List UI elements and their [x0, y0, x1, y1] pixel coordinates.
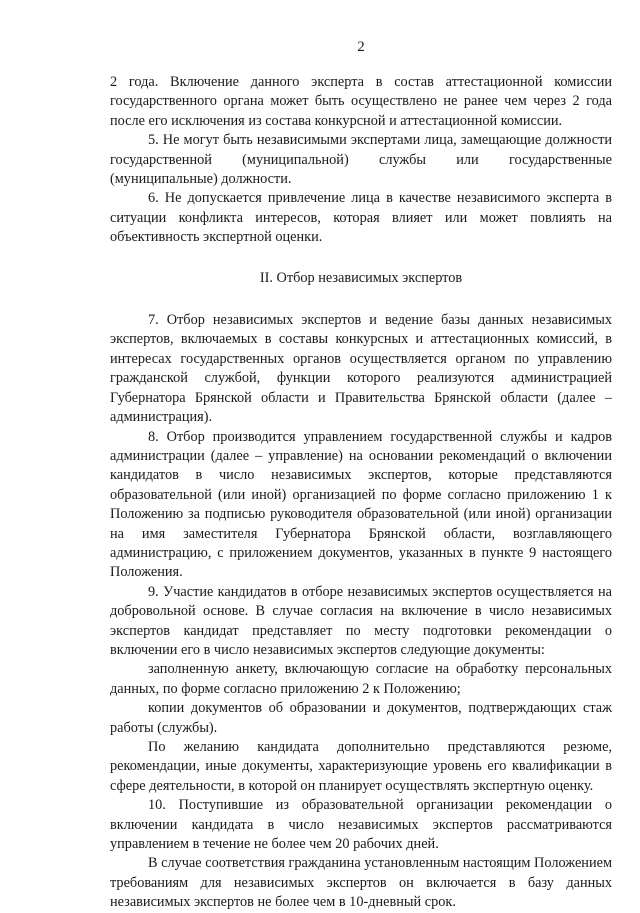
paragraph-8: 8. Отбор производится управлением государственной службы и кадров администрации (далее – управление) на основании рекомендаций о включении кандидатов в число независимых экспертов, которые представляются образовательной (или иной) организацией по форме согласно приложению 1 к Положению за подписью руководителя образовательной (или иной) организации на имя заместителя Губернатора Брянской области, возглавляющего администрацию, с приложением документов, указанных в пункте 9 настоящего Положения.	[110, 428, 612, 581]
paragraph-5: 5. Не могут быть независимыми экспертами лица, замещающие должности государственной (муниципальной) службы или государственные (муниципальные) должности.	[110, 132, 612, 188]
section-heading: II. Отбор независимых экспертов	[259, 269, 463, 286]
paragraph-6: 6. Не допускается привлечение лица в качестве независимого эксперта в ситуации конфликта интересов, которая влияет или может повлиять на объективность экспертной оценки.	[110, 190, 612, 246]
paragraph-7: 7. Отбор независимых экспертов и ведение базы данных независимых экспертов, включаемых в составы конкурсных и аттестационных комиссий, в интересах государственных органов осуществляется органом по управлению гражданской службой, функции которого реализуются администрацией Губернатора Брянской области и Правительства Брянской области (далее – администрация).	[110, 312, 612, 426]
paragraph-9: 9. Участие кандидатов в отборе независимых экспертов осуществляется на добровольной основе. В случае согласия на включение в число независимых экспертов кандидат представляет по месту подготовки рекомендации о включении его в число независимых экспертов следующие документы:	[110, 583, 612, 658]
paragraph-10-inclusion: В случае соответствия гражданина установленным настоящим Положением требованиям для независимых экспертов он включается в базу данных независимых экспертов не более чем в 10-дневный срок.	[110, 855, 612, 911]
paragraph-10: 10. Поступившие из образовательной организации рекомендации о включении кандидата в число независимых экспертов рассматриваются управлением в течение не более чем 20 рабочих дней.	[110, 797, 612, 853]
paragraph-9-item-documents: копии документов об образовании и документов, подтверждающих стаж работы (службы).	[110, 700, 612, 736]
paragraph-continuation: 2 года. Включение данного эксперта в состав аттестационной комиссии государственного органа может быть осуществлено не ранее чем через 2 года после его исключения из состава конкурсной и аттестационной комиссии.	[110, 74, 612, 129]
page-number: 2	[357, 39, 365, 55]
paragraph-9-item-questionnaire: заполненную анкету, включающую согласие на обработку персональных данных, по форме согласно приложению 2 к Положению;	[110, 661, 612, 697]
paragraph-9-optional: По желанию кандидата дополнительно представляются резюме, рекомендации, иные документы, характеризующие уровень его квалификации в сфере деятельности, в которой он планирует осуществлять экспертную оценку.	[110, 739, 612, 794]
